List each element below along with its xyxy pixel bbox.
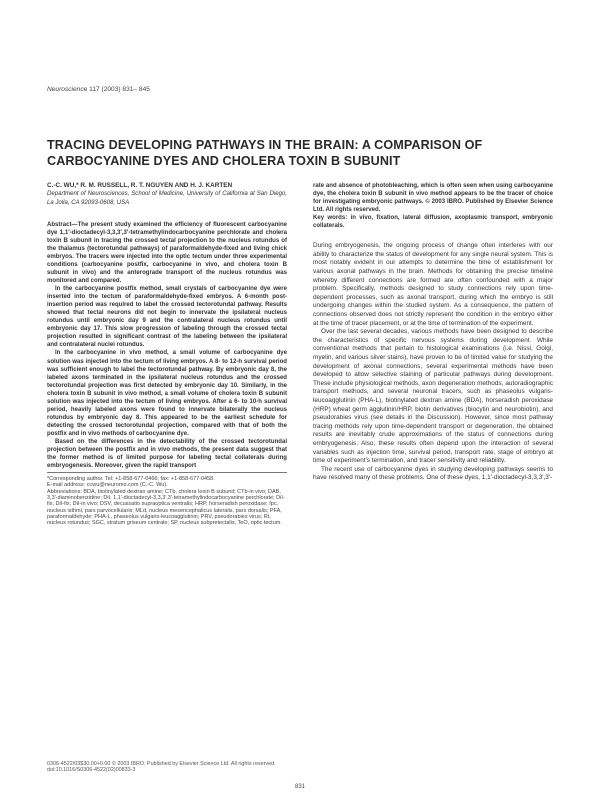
journal-citation <box>47 86 150 93</box>
author-affiliation: Department of Neurosciences, School of Medicine, University of California at San Diego, La Jolla, CA 92093-0608, USA <box>47 191 287 206</box>
abstract-paragraph-3: In the carbocyanine in vivo method, a small volume of carbocyanine dye solution was injected into the tectum of living embryos. A 8- to 12-h survival period was sufficient enough to label the tectorotundal pathway. By embryonic day 8, the labeled axons terminated in the ipsilateral nucleus rotundus and the crossed tectorotundal projection was first detected by embryonic day 10. Similarly, in the cholera toxin B subunit in vivo method, a small volume of cholera toxin B subunit solution was injected into the tectum of living embryos. After a 6- to 10-h survival period, heavily labeled axons were found to innervate bilaterally the nucleus rotundus by embryonic day 8. This appeared to be the earliest schedule for detecting the crossed tectorotundal projection, compared with that of both the postfix and in vivo methods of carbocyanine dye. <box>47 350 287 437</box>
journal-name: Neuroscience <box>47 86 88 93</box>
right-column <box>313 182 553 483</box>
doi-line: doi:10.1016/S0306-4522(02)00833-3 <box>47 767 136 774</box>
email-note: E-mail address: ccwu@neuromo.com (C.-C. Wu). <box>47 482 168 489</box>
corresponding-author-note: *Corresponding author. Tel: +1-858-677-0466; fax: +1-858-677-0458. <box>47 476 215 483</box>
abbreviations-note: Abbreviations: BDA, biotinylated dextran amine; CTb, cholera toxin B subunit; CTb-in vivo; DAB, 3,3′-diaminobenzidine; DiI, 1,1′-dioctadecyl-3,3,3′,3′-tetramethylindocarbocyanine perchlorate; DiI-fix, DiI-fix; DiI-in vivo; DSV, decussatio supraoptica ventralis; HRP, horseradish peroxidase; Ipc, nucleus isthmi, pars parvocellularis; MLd, nucleus mesencephalicus lateralis, pars dorsalis; PFA, paraformaldehyde; PHA-L, phaseolus vulgaris-leucoagglutinin; PRV, pseudorabies virus; Rt, nucleus rotundus; SGC, stratum griseum centrale; SP, nucleus subpretectalis; TeO, optic tectum. <box>47 488 285 527</box>
page-number: 831 <box>294 784 305 790</box>
body-paragraph-1: During embryogenesis, the ongoing process of change often interferes with our ability to characterize the status of development for any single neural system. This is most notably evident in our attempts to determine the time of establishment for various axonal pathways in the brain. Methods for obtaining the precise timeline whereby different connections are formed are often confounded with a major problem. Specifically, methods designed to study connections rely upon time-dependent processes, such as axonal transport, during which the embryo is still undergoing changes within the studied system. As a consequence, the pattern of connections observed does not strictly represent the condition in the embryo either at the time of tracer placement, or at the time of termination of the experiment. <box>313 242 553 327</box>
author-list: C.-C. WU,* R. M. RUSSELL, R. T. NGUYEN AND H. J. KARTEN <box>47 182 233 189</box>
body-paragraph-2: Over the last several decades, various methods have been designed to describe the characteristics of specific nervous systems during development. While conventional methods that pertain to histological examinations (i.e. Nissl, Golgi, myelin, and various silver stains), have proven to be of limited value for studying the development of axonal connections, several experimental methods have been developed to allow selective staining of particular pathways during development. These include physiological methods, axon degeneration methods, autoradiographic transport methods, and several neuronal tracers, such as phaseolus vulgaris-leucoagglutinin (PHA-L), biotinylated dextran amine (BDA), horseradish peroxidase (HRP) wheat germ agglutinin/HRP, biotin derivatives (biocytin and neurobiotin), and pseudorabies virus (see details in the Discussion). However, since most pathway tracing methods rely upon time-dependent transport or degeneration, the obtained results are inevitably crude approximations of the status of connections during embryogenesis. Also, these results often depend upon the interaction of several variables such as injection time, survival period, transport rate, stage of embryo at time of experiment's termination, and tracer sensitivity and reliability. <box>313 328 553 465</box>
copyright-block <box>47 761 347 774</box>
citation-volume-pages: 117 (2003) 831– 845 <box>89 86 150 93</box>
abstract-paragraph-2: In the carbocyanine postfix method, small crystals of carbocyanine dye were inserted into the tectum of paraformaldehyde-fixed embryos. A 6-month post-insertion period was required to label the crossed tectorotundal pathway. Results showed that tectal neurons did not begin to innervate the ipsilateral nucleus rotundus until embryonic day 9 and the contralateral nucleus rotundus until embryonic day 17. This slow progression of labeling through the crossed tectal projection resulted in significant contrast of the labeling between the ipsilateral and contralateral nuclei rotundus. <box>47 286 287 349</box>
body-paragraph-3: The recent use of carbocyanine dyes in studying developing pathways seems to have resolved many of these problems. One of these dyes, 1,1′-dioctadecyl-3,3,3′,3′- <box>313 465 553 482</box>
abstract-text-1: The present study examined the efficiency of fluorescent carbocyanine dye 1,1′-dioctadecyl-3,3,3′,3′-tetramethylindocarbocyanine perchlorate and cholera toxin B subunit in tracing the crossed tectal projection to the nucleus rotundus of the thalamus (tectorotundal pathways) of paraformaldehyde-fixed and living chick embryos. The tracers were injected into the optic tectum under three experimental conditions (carbocyanine postfix, carbocyanine in vivo, and cholera toxin B subunit in vivo) and the anterograde transport of the nucleus rotundus was monitored and compared. <box>47 221 287 285</box>
copyright-line: 0306-4522/03$30.00+0.00 © 2003 IBRO. Published by Elsevier Science Ltd. All rights reserved. <box>47 761 276 767</box>
article-title: TRACING DEVELOPING PATHWAYS IN THE BRAIN: A COMPARISON OF CARBOCYANINE DYES AND CHOLERA TOXIN B SUBUNIT <box>47 138 483 168</box>
abstract-continuation: rate and absence of photobleaching, which is often seen when using carbocyanine dye, the cholera toxin B subunit in vivo method appears to be the tracer of choice for investigating embryonic pathways. © 2003 IBRO. Published by Elsevier Science Ltd. All rights reserved. <box>313 183 553 214</box>
introduction-body <box>313 242 553 483</box>
left-column <box>47 182 287 527</box>
abstract-paragraph-1 <box>47 221 287 285</box>
abstract <box>47 221 287 470</box>
keywords <box>313 214 553 230</box>
keywords-text: in vivo, fixation, lateral diffusion, axoplasmic transport, embryonic collaterals. <box>313 215 554 230</box>
keywords-label: Key words: <box>313 215 348 222</box>
abstract-paragraph-4: Based on the differences in the detectability of the crossed tectorotundal projection between the postfix and in vivo methods, the present data suggest that the former method is of limited purpose for labeling tectal collaterals during embryogenesis. Moreover, given the rapid transport <box>47 438 287 470</box>
abstract-label: Abstract— <box>47 221 78 228</box>
footnotes <box>47 472 287 526</box>
